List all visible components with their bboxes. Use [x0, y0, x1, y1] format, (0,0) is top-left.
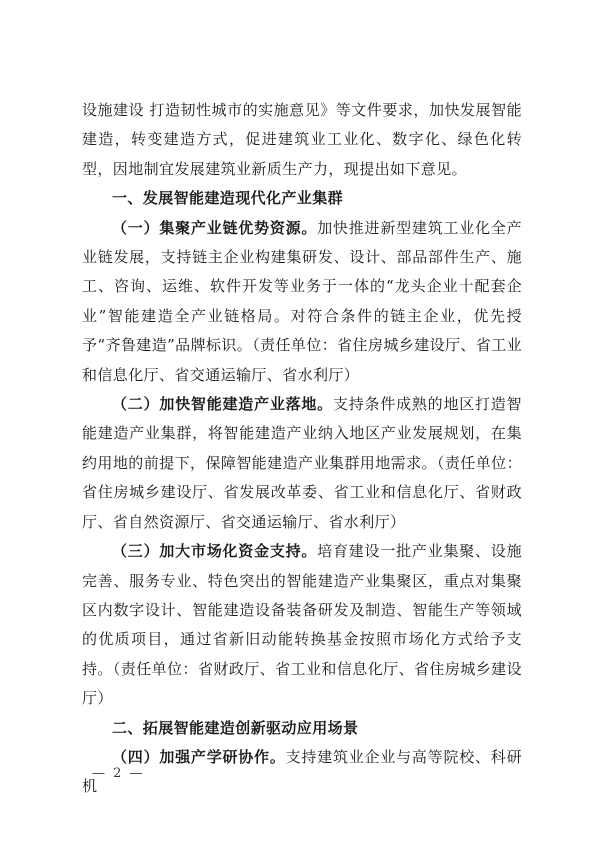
item-heading-1: （一）集聚产业链优势资源。 [112, 218, 318, 237]
item-text-3: 培育建设一批产业集聚、设施完善、服务专业、特色突出的智能建造产业集聚区，重点对集聚区内数字设计、智能建造设备装备研发及制造、智能生产等领域的优质项目，通过省新旧动能转换基金按照市场化方式给予支持。（责任单位：省财政厅、省工业和信息化厅、省住房城乡建设厅） [82, 542, 523, 708]
intro-paragraph: 设施建设 打造韧性城市的实施意见》等文件要求，加快发展智能建造，转变建造方式，促进建筑业工业化、数字化、绿色化转型，因地制宜发展建筑业新质生产力，现提出如下意见。 [82, 101, 522, 178]
item-paragraph-4 [82, 743, 522, 802]
page-number: — 2 — [92, 766, 145, 781]
document-body [82, 96, 522, 802]
item-text-4: 支持建筑业企业与高等院校、科研机 [82, 747, 522, 796]
item-heading-3: （三）加大市场化资金支持。 [112, 542, 318, 561]
section-heading-2: 二、拓展智能建造创新驱动应用场景 [112, 718, 359, 737]
item-paragraph-1 [82, 214, 522, 390]
item-paragraph-2 [82, 390, 522, 537]
item-heading-4: （四）加强产学研协作。 [112, 747, 286, 766]
item-paragraph-3 [82, 537, 522, 713]
item-text-2: 支持条件成熟的地区打造智能建造产业集群，将智能建造产业纳入地区产业发展规划，在集约用地的前提下，保障智能建造产业集群用地需求。（责任单位：省住房城乡建设厅、省发展改革委、省工业和信息化厅、省财政厅、省自然资源厅、省交通运输厅、省水利厅） [82, 395, 522, 531]
item-text-1: 加快推进新型建筑工业化全产业链发展，支持链主企业构建集研发、设计、部品部件生产、施工、咨询、运维、软件开发等业务于一体的“龙头企业十配套企业”智能建造全产业链格局。对符合条件的链主企业，优先授予“齐鲁建造”品牌标识。（责任单位：省住房城乡建设厅、省工业和信息化厅、省交通运输厅、省水利厅） [82, 218, 523, 384]
section-heading-1: 一、发展智能建造现代化产业集群 [112, 189, 344, 208]
item-heading-2: （二）加快智能建造产业落地。 [112, 395, 333, 414]
